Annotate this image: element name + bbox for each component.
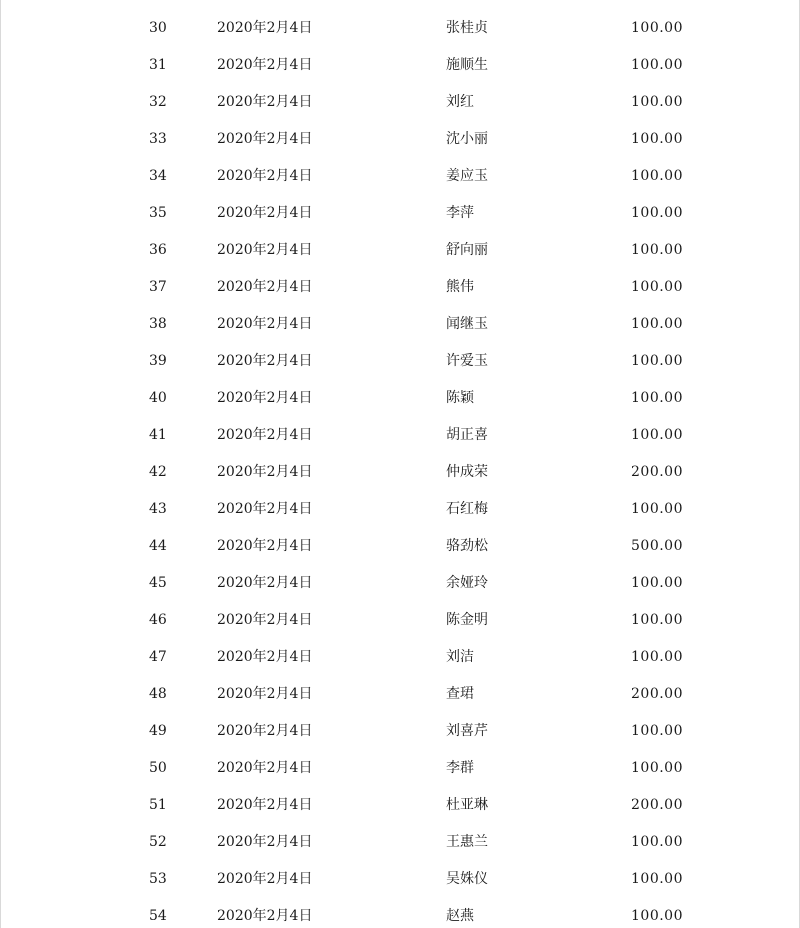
row-date: 2020年2月4日 (217, 612, 313, 628)
row-name: 赵燕 (446, 908, 474, 924)
table-row (1, 861, 800, 898)
row-date: 2020年2月4日 (217, 501, 313, 517)
row-amount: 100.00 (631, 427, 683, 443)
row-name: 张桂贞 (446, 20, 488, 36)
row-number: 30 (149, 20, 167, 36)
row-number: 41 (149, 427, 167, 443)
row-number: 53 (149, 871, 167, 887)
row-amount: 100.00 (631, 94, 683, 110)
row-number: 52 (149, 834, 167, 850)
row-name: 刘红 (446, 94, 474, 110)
row-date: 2020年2月4日 (217, 797, 313, 813)
row-number: 42 (149, 464, 167, 480)
table-row (1, 491, 800, 528)
row-name: 熊伟 (446, 279, 474, 295)
row-amount: 100.00 (631, 649, 683, 665)
row-number: 39 (149, 353, 167, 369)
row-amount: 200.00 (631, 797, 683, 813)
table-row (1, 824, 800, 861)
row-date: 2020年2月4日 (217, 94, 313, 110)
row-name: 胡正喜 (446, 427, 488, 443)
row-name: 李群 (446, 760, 474, 776)
row-number: 46 (149, 612, 167, 628)
table-row (1, 343, 800, 380)
row-amount: 100.00 (631, 871, 683, 887)
row-date: 2020年2月4日 (217, 131, 313, 147)
table-row (1, 528, 800, 565)
row-amount: 100.00 (631, 168, 683, 184)
row-name: 沈小丽 (446, 131, 488, 147)
row-number: 43 (149, 501, 167, 517)
row-number: 50 (149, 760, 167, 776)
row-name: 许爱玉 (446, 353, 488, 369)
row-date: 2020年2月4日 (217, 908, 313, 924)
row-number: 32 (149, 94, 167, 110)
table-row (1, 10, 800, 47)
row-date: 2020年2月4日 (217, 871, 313, 887)
row-number: 35 (149, 205, 167, 221)
row-name: 吴姝仪 (446, 871, 488, 887)
row-amount: 100.00 (631, 390, 683, 406)
row-date: 2020年2月4日 (217, 242, 313, 258)
row-amount: 100.00 (631, 834, 683, 850)
table-row (1, 787, 800, 824)
row-date: 2020年2月4日 (217, 464, 313, 480)
table-row (1, 158, 800, 195)
table-row (1, 676, 800, 713)
row-amount: 100.00 (631, 20, 683, 36)
row-name: 陈金明 (446, 612, 488, 628)
row-amount: 100.00 (631, 316, 683, 332)
row-number: 34 (149, 168, 167, 184)
table-row (1, 195, 800, 232)
table-row (1, 454, 800, 491)
row-date: 2020年2月4日 (217, 723, 313, 739)
row-date: 2020年2月4日 (217, 353, 313, 369)
row-number: 37 (149, 279, 167, 295)
row-name: 余娅玲 (446, 575, 488, 591)
row-amount: 100.00 (631, 353, 683, 369)
row-amount: 100.00 (631, 279, 683, 295)
row-amount: 100.00 (631, 612, 683, 628)
row-name: 石红梅 (446, 501, 488, 517)
row-date: 2020年2月4日 (217, 57, 313, 73)
row-name: 查珺 (446, 686, 474, 702)
row-number: 31 (149, 57, 167, 73)
row-name: 刘洁 (446, 649, 474, 665)
row-name: 杜亚琳 (446, 797, 488, 813)
row-name: 陈颖 (446, 390, 474, 406)
row-number: 48 (149, 686, 167, 702)
row-date: 2020年2月4日 (217, 760, 313, 776)
table-row (1, 750, 800, 787)
row-number: 54 (149, 908, 167, 924)
row-date: 2020年2月4日 (217, 427, 313, 443)
table-row (1, 380, 800, 417)
row-name: 施顺生 (446, 57, 488, 73)
row-amount: 200.00 (631, 686, 683, 702)
table-row (1, 565, 800, 602)
row-date: 2020年2月4日 (217, 390, 313, 406)
row-amount: 100.00 (631, 908, 683, 924)
row-date: 2020年2月4日 (217, 168, 313, 184)
table-row (1, 47, 800, 84)
row-amount: 100.00 (631, 501, 683, 517)
row-date: 2020年2月4日 (217, 205, 313, 221)
row-number: 45 (149, 575, 167, 591)
table-row (1, 269, 800, 306)
table-row (1, 306, 800, 343)
row-name: 骆劲松 (446, 538, 488, 554)
row-number: 44 (149, 538, 167, 554)
row-name: 舒向丽 (446, 242, 488, 258)
row-number: 49 (149, 723, 167, 739)
row-date: 2020年2月4日 (217, 649, 313, 665)
row-amount: 100.00 (631, 723, 683, 739)
row-date: 2020年2月4日 (217, 834, 313, 850)
table-row (1, 417, 800, 454)
row-date: 2020年2月4日 (217, 279, 313, 295)
table-row (1, 898, 800, 928)
row-date: 2020年2月4日 (217, 20, 313, 36)
donation-table (1, 10, 800, 928)
row-name: 王惠兰 (446, 834, 488, 850)
row-name: 姜应玉 (446, 168, 488, 184)
row-number: 36 (149, 242, 167, 258)
table-row (1, 713, 800, 750)
row-number: 51 (149, 797, 167, 813)
row-name: 刘喜芹 (446, 723, 488, 739)
row-number: 47 (149, 649, 167, 665)
row-number: 38 (149, 316, 167, 332)
row-date: 2020年2月4日 (217, 575, 313, 591)
row-name: 李萍 (446, 205, 474, 221)
table-row (1, 602, 800, 639)
row-amount: 100.00 (631, 57, 683, 73)
row-amount: 100.00 (631, 760, 683, 776)
row-amount: 200.00 (631, 464, 683, 480)
row-amount: 100.00 (631, 205, 683, 221)
table-row (1, 232, 800, 269)
row-date: 2020年2月4日 (217, 316, 313, 332)
table-row (1, 121, 800, 158)
row-name: 仲成荣 (446, 464, 488, 480)
row-name: 闻继玉 (446, 316, 488, 332)
row-amount: 100.00 (631, 242, 683, 258)
row-date: 2020年2月4日 (217, 686, 313, 702)
row-number: 33 (149, 131, 167, 147)
row-date: 2020年2月4日 (217, 538, 313, 554)
row-number: 40 (149, 390, 167, 406)
table-row (1, 639, 800, 676)
table-row (1, 84, 800, 121)
row-amount: 500.00 (631, 538, 683, 554)
row-amount: 100.00 (631, 575, 683, 591)
row-amount: 100.00 (631, 131, 683, 147)
